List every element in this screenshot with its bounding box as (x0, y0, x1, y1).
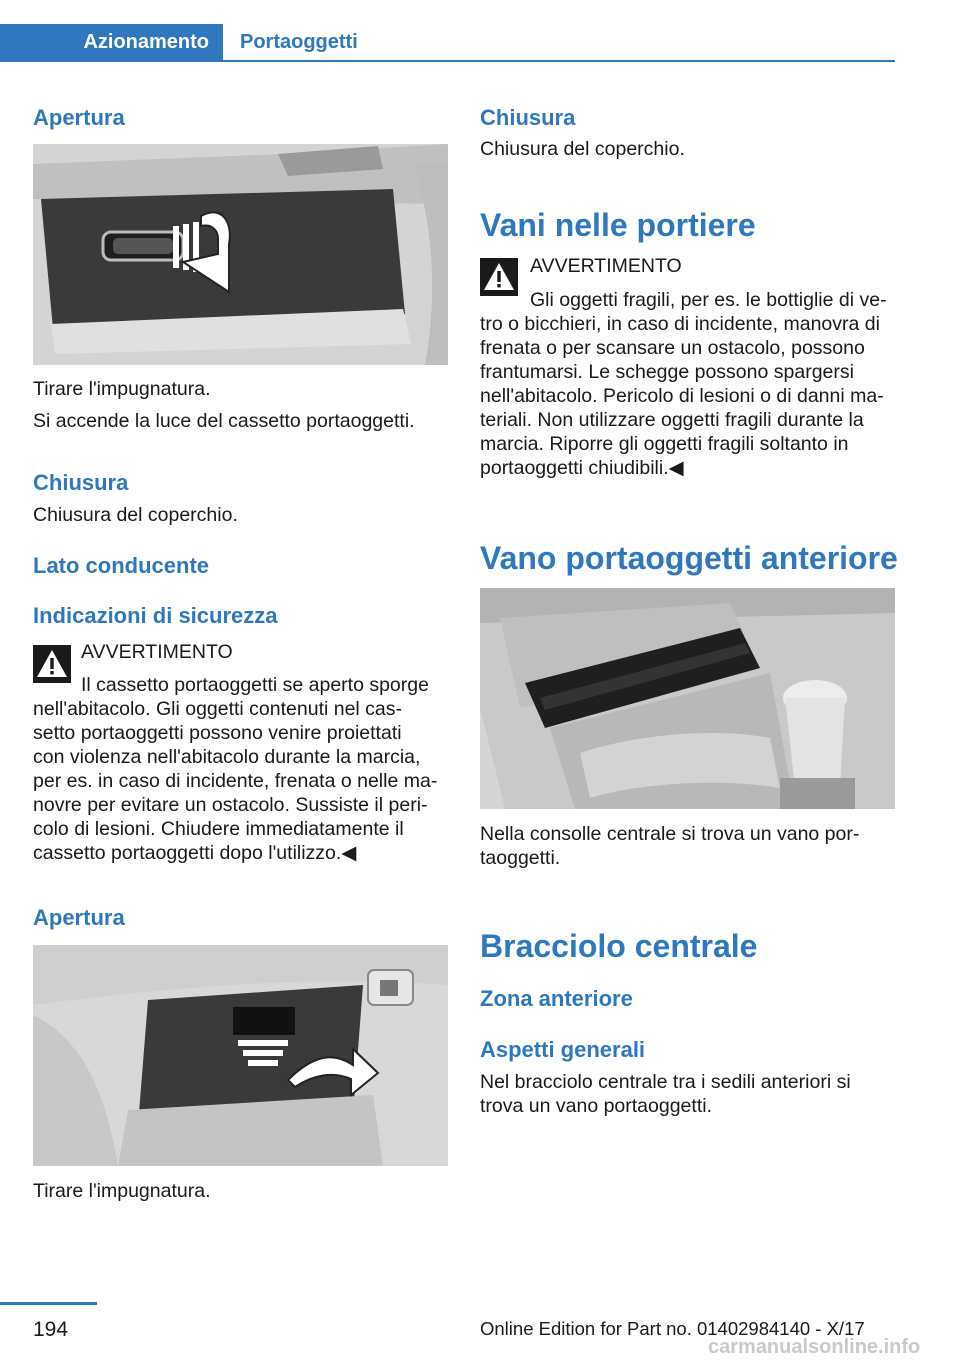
warning-line: Gli oggetti fragili, per es. le bottiglie di ve- (530, 289, 887, 311)
heading-aspetti-generali: Aspetti generali (480, 1037, 646, 1062)
warning-line: frenata o per scansare un ostacolo, possono (480, 337, 865, 359)
text-bracciolo: Nel bracciolo centrale tra i sedili anteriori si (480, 1071, 851, 1093)
warning-icon (480, 258, 518, 296)
page-number-bar (0, 1302, 97, 1305)
warning-title: AVVERTIMENTO (81, 641, 233, 663)
text-luce-cassetto: Si accende la luce del cassetto portaoggetti. (33, 410, 415, 432)
tab-azionamento[interactable]: Azionamento (0, 24, 223, 61)
center-console-image (480, 588, 895, 809)
heading-indicazioni-sicurezza: Indicazioni di sicurezza (33, 603, 278, 628)
heading-lato-conducente: Lato conducente (33, 553, 210, 578)
heading-apertura-2: Apertura (33, 905, 125, 930)
warning-line: nell'abitacolo. Pericolo di lesioni o di danni ma- (480, 385, 884, 407)
heading-bracciolo: Bracciolo centrale (480, 928, 758, 964)
heading-vano-anteriore: Vano portaoggetti anteriore (480, 540, 898, 576)
heading-zona-anteriore: Zona anteriore (480, 986, 633, 1011)
heading-apertura: Apertura (33, 105, 125, 130)
text-tirare-impugnatura-2: Tirare l'impugnatura. (33, 1180, 211, 1202)
warning-line: setto portaoggetti possono venire proiettati (33, 722, 402, 744)
glovebox-opening-image (33, 144, 448, 365)
warning-line: con violenza nell'abitacolo durante la marcia, (33, 746, 421, 768)
text-bracciolo: trova un vano portaoggetti. (480, 1095, 712, 1117)
text-chiusura: Chiusura del coperchio. (33, 504, 238, 526)
warning-line: tro o bicchieri, in caso di incidente, manovra di (480, 313, 880, 335)
heading-chiusura-right: Chiusura (480, 105, 576, 130)
warning-title: AVVERTIMENTO (530, 255, 682, 277)
warning-line: novre per evitare un ostacolo. Sussiste il peri- (33, 794, 428, 816)
watermark: carmanualsonline.info (708, 1336, 921, 1358)
warning-line: frantumarsi. Le schegge possono spargersi (480, 361, 854, 383)
warning-line: colo di lesioni. Chiudere immediatamente il (33, 818, 404, 840)
page-number: 194 (33, 1318, 69, 1341)
text-chiusura-right: Chiusura del coperchio. (480, 138, 685, 160)
text-consolle: taoggetti. (480, 847, 561, 869)
warning-line: Il cassetto portaoggetti se aperto sporge (81, 674, 429, 696)
warning-line: per es. in caso di incidente, frenata o nelle ma- (33, 770, 438, 792)
text-consolle: Nella consolle centrale si trova un vano por- (480, 823, 860, 845)
driver-compartment-image (33, 945, 448, 1166)
text-tirare-impugnatura: Tirare l'impugnatura. (33, 378, 211, 400)
tab-portaoggetti[interactable]: Portaoggetti (240, 31, 358, 53)
warning-line: teriali. Non utilizzare oggetti fragili durante la (480, 409, 864, 431)
heading-vani-portiere: Vani nelle portiere (480, 207, 756, 243)
warning-line: nell'abitacolo. Gli oggetti contenuti nel cas- (33, 698, 403, 720)
warning-icon (33, 645, 71, 683)
warning-line: cassetto portaoggetti dopo l'utilizzo.◀ (33, 842, 357, 864)
edition-text: Online Edition for Part no. 01402984140 - X/17 (480, 1318, 865, 1339)
warning-line: portaoggetti chiudibili.◀ (480, 457, 684, 479)
heading-chiusura: Chiusura (33, 470, 129, 495)
warning-line: marcia. Riporre gli oggetti fragili soltanto in (480, 433, 849, 455)
